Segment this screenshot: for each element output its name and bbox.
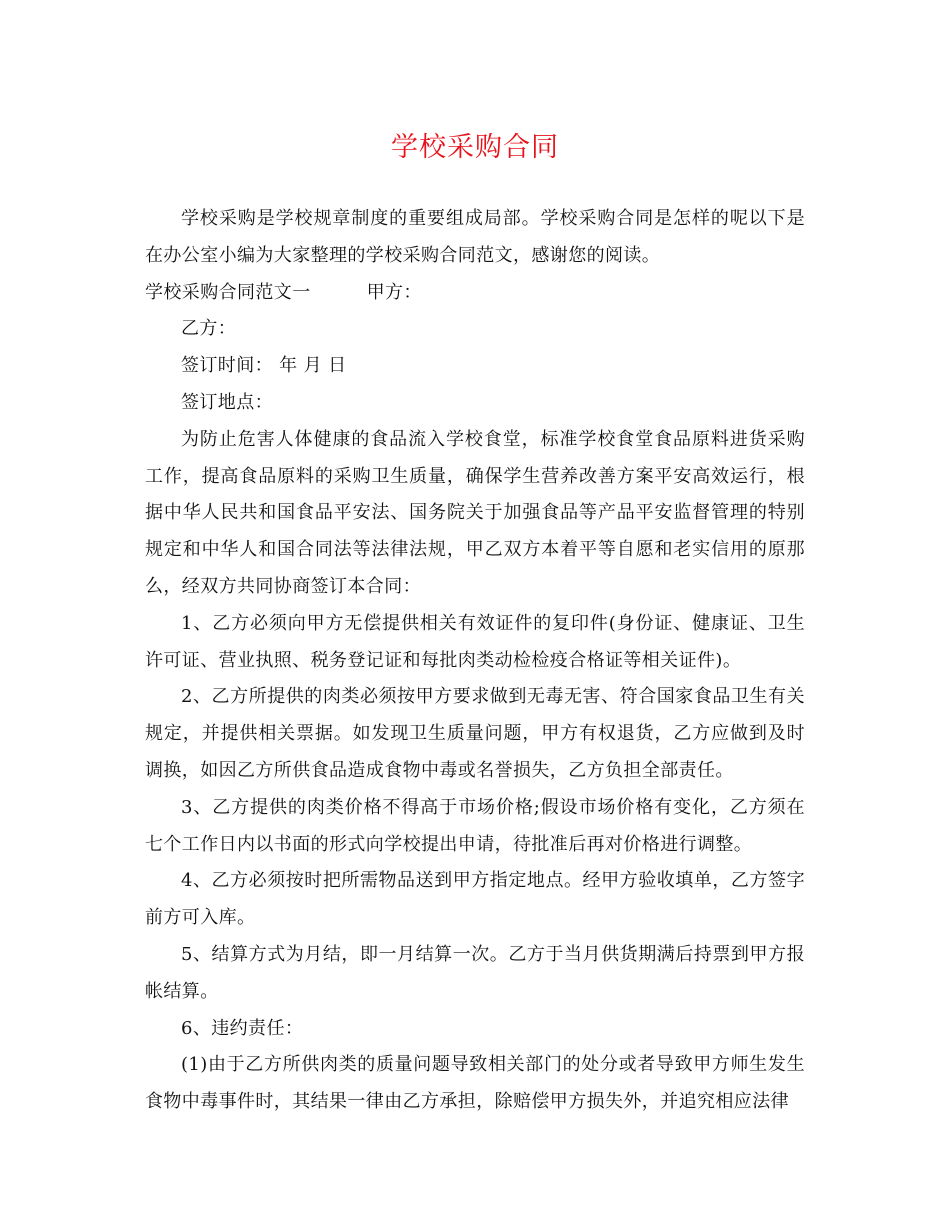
sample-heading-line: [145, 275, 805, 312]
document-body: [145, 201, 805, 1121]
sign-place-label: 签订地点：: [181, 391, 273, 413]
document-title: 学校采购合同: [391, 132, 559, 163]
sign-time-label: 签订时间： 年 月 日: [181, 355, 347, 377]
party-a-label: 甲方：: [366, 281, 422, 303]
sample-heading: 学校采购合同范文一: [145, 281, 311, 303]
party-b-label: 乙方：: [181, 318, 237, 340]
clause-5: 5、结算方式为月结，即一月结算一次。乙方于当月供货期满后持票到甲方报帐结算。: [145, 943, 805, 1002]
clause-6-heading: 6、违约责任：: [181, 1017, 304, 1039]
clause-2: 2、乙方所提供的肉类必须按甲方要求做到无毒无害、符合国家食品卫生有关规定，并提供相关票据。如发现卫生质量问题，甲方有权退货，乙方应做到及时调换，如因乙方所供食品造成食物中毒或名誉损失，乙方负担全部责任。: [145, 686, 805, 781]
intro-paragraph: 学校采购是学校规章制度的重要组成局部。学校采购合同是怎样的呢以下是在办公室小编为大家整理的学校采购合同范文，感谢您的阅读。: [145, 208, 805, 266]
clause-3: 3、乙方提供的肉类价格不得高于市场价格;假设市场价格有变化，乙方须在七个工作日内以书面的形式向学校提出申请，待批准后再对价格进行调整。: [145, 796, 805, 855]
preamble-paragraph: 为防止危害人体健康的食品流入学校食堂，标准学校食堂食品原料进货采购工作，提高食品原料的采购卫生质量，确保学生营养改善方案平安高效运行，根据中华人民共和国食品平安法、国务院关于加强食品等产品平安监督管理的特别规定和中华人和国合同法等法律法规，甲乙双方本着平等自愿和老实信用的原那么，经双方共同协商签订本合同：: [145, 428, 805, 597]
clause-4: 4、乙方必须按时把所需物品送到甲方指定地点。经甲方验收填单，乙方签字前方可入库。: [145, 870, 805, 929]
clause-1: 1、乙方必须向甲方无偿提供相关有效证件的复印件(身份证、健康证、卫生许可证、营业执照、税务登记证和每批肉类动检检疫合格证等相关证件)。: [145, 612, 805, 671]
clause-6-1: (1)由于乙方所供肉类的质量问题导致相关部门的处分或者导致甲方师生发生食物中毒事件时，其结果一律由乙方承担，除赔偿甲方损失外，并追究相应法律: [145, 1054, 805, 1113]
